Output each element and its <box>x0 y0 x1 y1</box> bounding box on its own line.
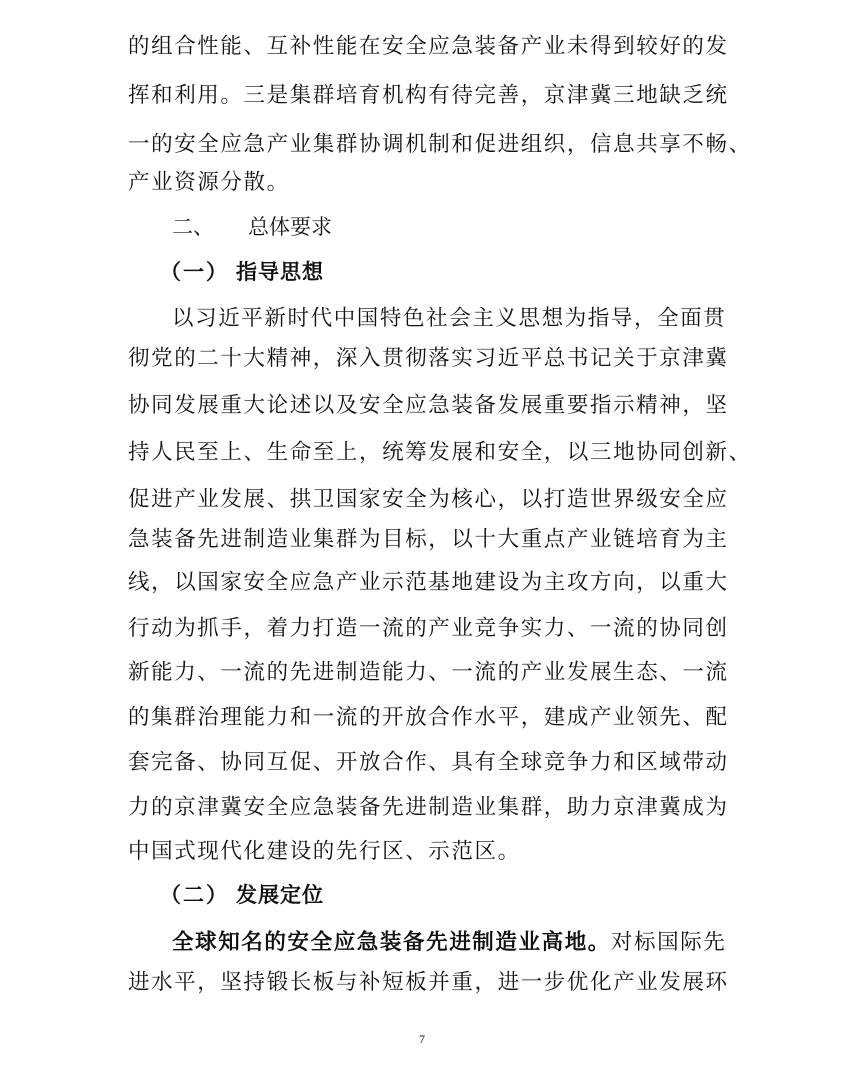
paragraph-line: 产业资源分散。 <box>128 170 290 195</box>
paragraph-line: 的组合性能、互补性能在安全应急装备产业未得到较好的发 <box>128 34 729 59</box>
subsection-title: 指导思想 <box>236 259 324 284</box>
paragraph-line: 以习近平新时代中国特色社会主义思想为指导，全面贯 <box>172 306 727 331</box>
paragraph-line: 行动为抓手，着力打造一流的产业竞争实力、一流的协同创 <box>128 616 729 641</box>
paragraph-line <box>172 928 772 958</box>
subsection-heading <box>160 880 324 910</box>
page-number: 7 <box>419 1032 425 1046</box>
lead-rest: 对标国际先 <box>610 930 727 955</box>
paragraph-line: 急装备先进制造业集群为目标，以十大重点产业链培育为主 <box>128 527 729 552</box>
paragraph-line: 的集群治理能力和一流的开放合作水平，建成产业领先、配 <box>128 705 729 730</box>
paragraph-line: 彻党的二十大精神，深入贯彻落实习近平总书记关于京津冀 <box>128 346 729 371</box>
paragraph-line: 新能力、一流的先进制造能力、一流的产业发展生态、一流 <box>128 660 729 685</box>
paragraph-line: 线，以国家安全应急产业示范基地建设为主攻方向，以重大 <box>128 570 729 595</box>
paragraph-line: 力的京津冀安全应急装备先进制造业集群，助力京津冀成为 <box>128 795 729 820</box>
section-title: 总体要求 <box>248 215 332 239</box>
section-heading <box>172 212 332 242</box>
paragraph-line: 中国式现代化建设的先行区、示范区。 <box>128 839 521 864</box>
paragraph-line: 持人民至上、生命至上，统筹发展和安全，以三地协同创新、 <box>128 440 752 465</box>
subsection-number: （二） <box>160 882 229 907</box>
subsection-number: （一） <box>160 259 229 284</box>
paragraph-line: 挥和利用。三是集群培育机构有待完善，京津冀三地缺乏统 <box>128 83 729 108</box>
section-number: 二、 <box>172 215 214 239</box>
paragraph-line: 促进产业发展、拱卫国家安全为核心，以打造世界级安全应 <box>128 487 729 512</box>
paragraph-line: 进水平，坚持锻长板与补短板并重，进一步优化产业发展环 <box>128 970 729 995</box>
subsection-heading <box>160 257 324 287</box>
paragraph-line: 一的安全应急产业集群协调机制和促进组织，信息共享不畅、 <box>128 132 752 157</box>
paragraph-line: 协同发展重大论述以及安全应急装备发展重要指示精神，坚 <box>128 393 729 418</box>
paragraph-line: 套完备、协同互促、开放合作、具有全球竞争力和区域带动 <box>128 750 729 775</box>
subsection-title: 发展定位 <box>236 882 324 907</box>
bold-lead: 全球知名的安全应急装备先进制造业高地。 <box>172 930 611 955</box>
